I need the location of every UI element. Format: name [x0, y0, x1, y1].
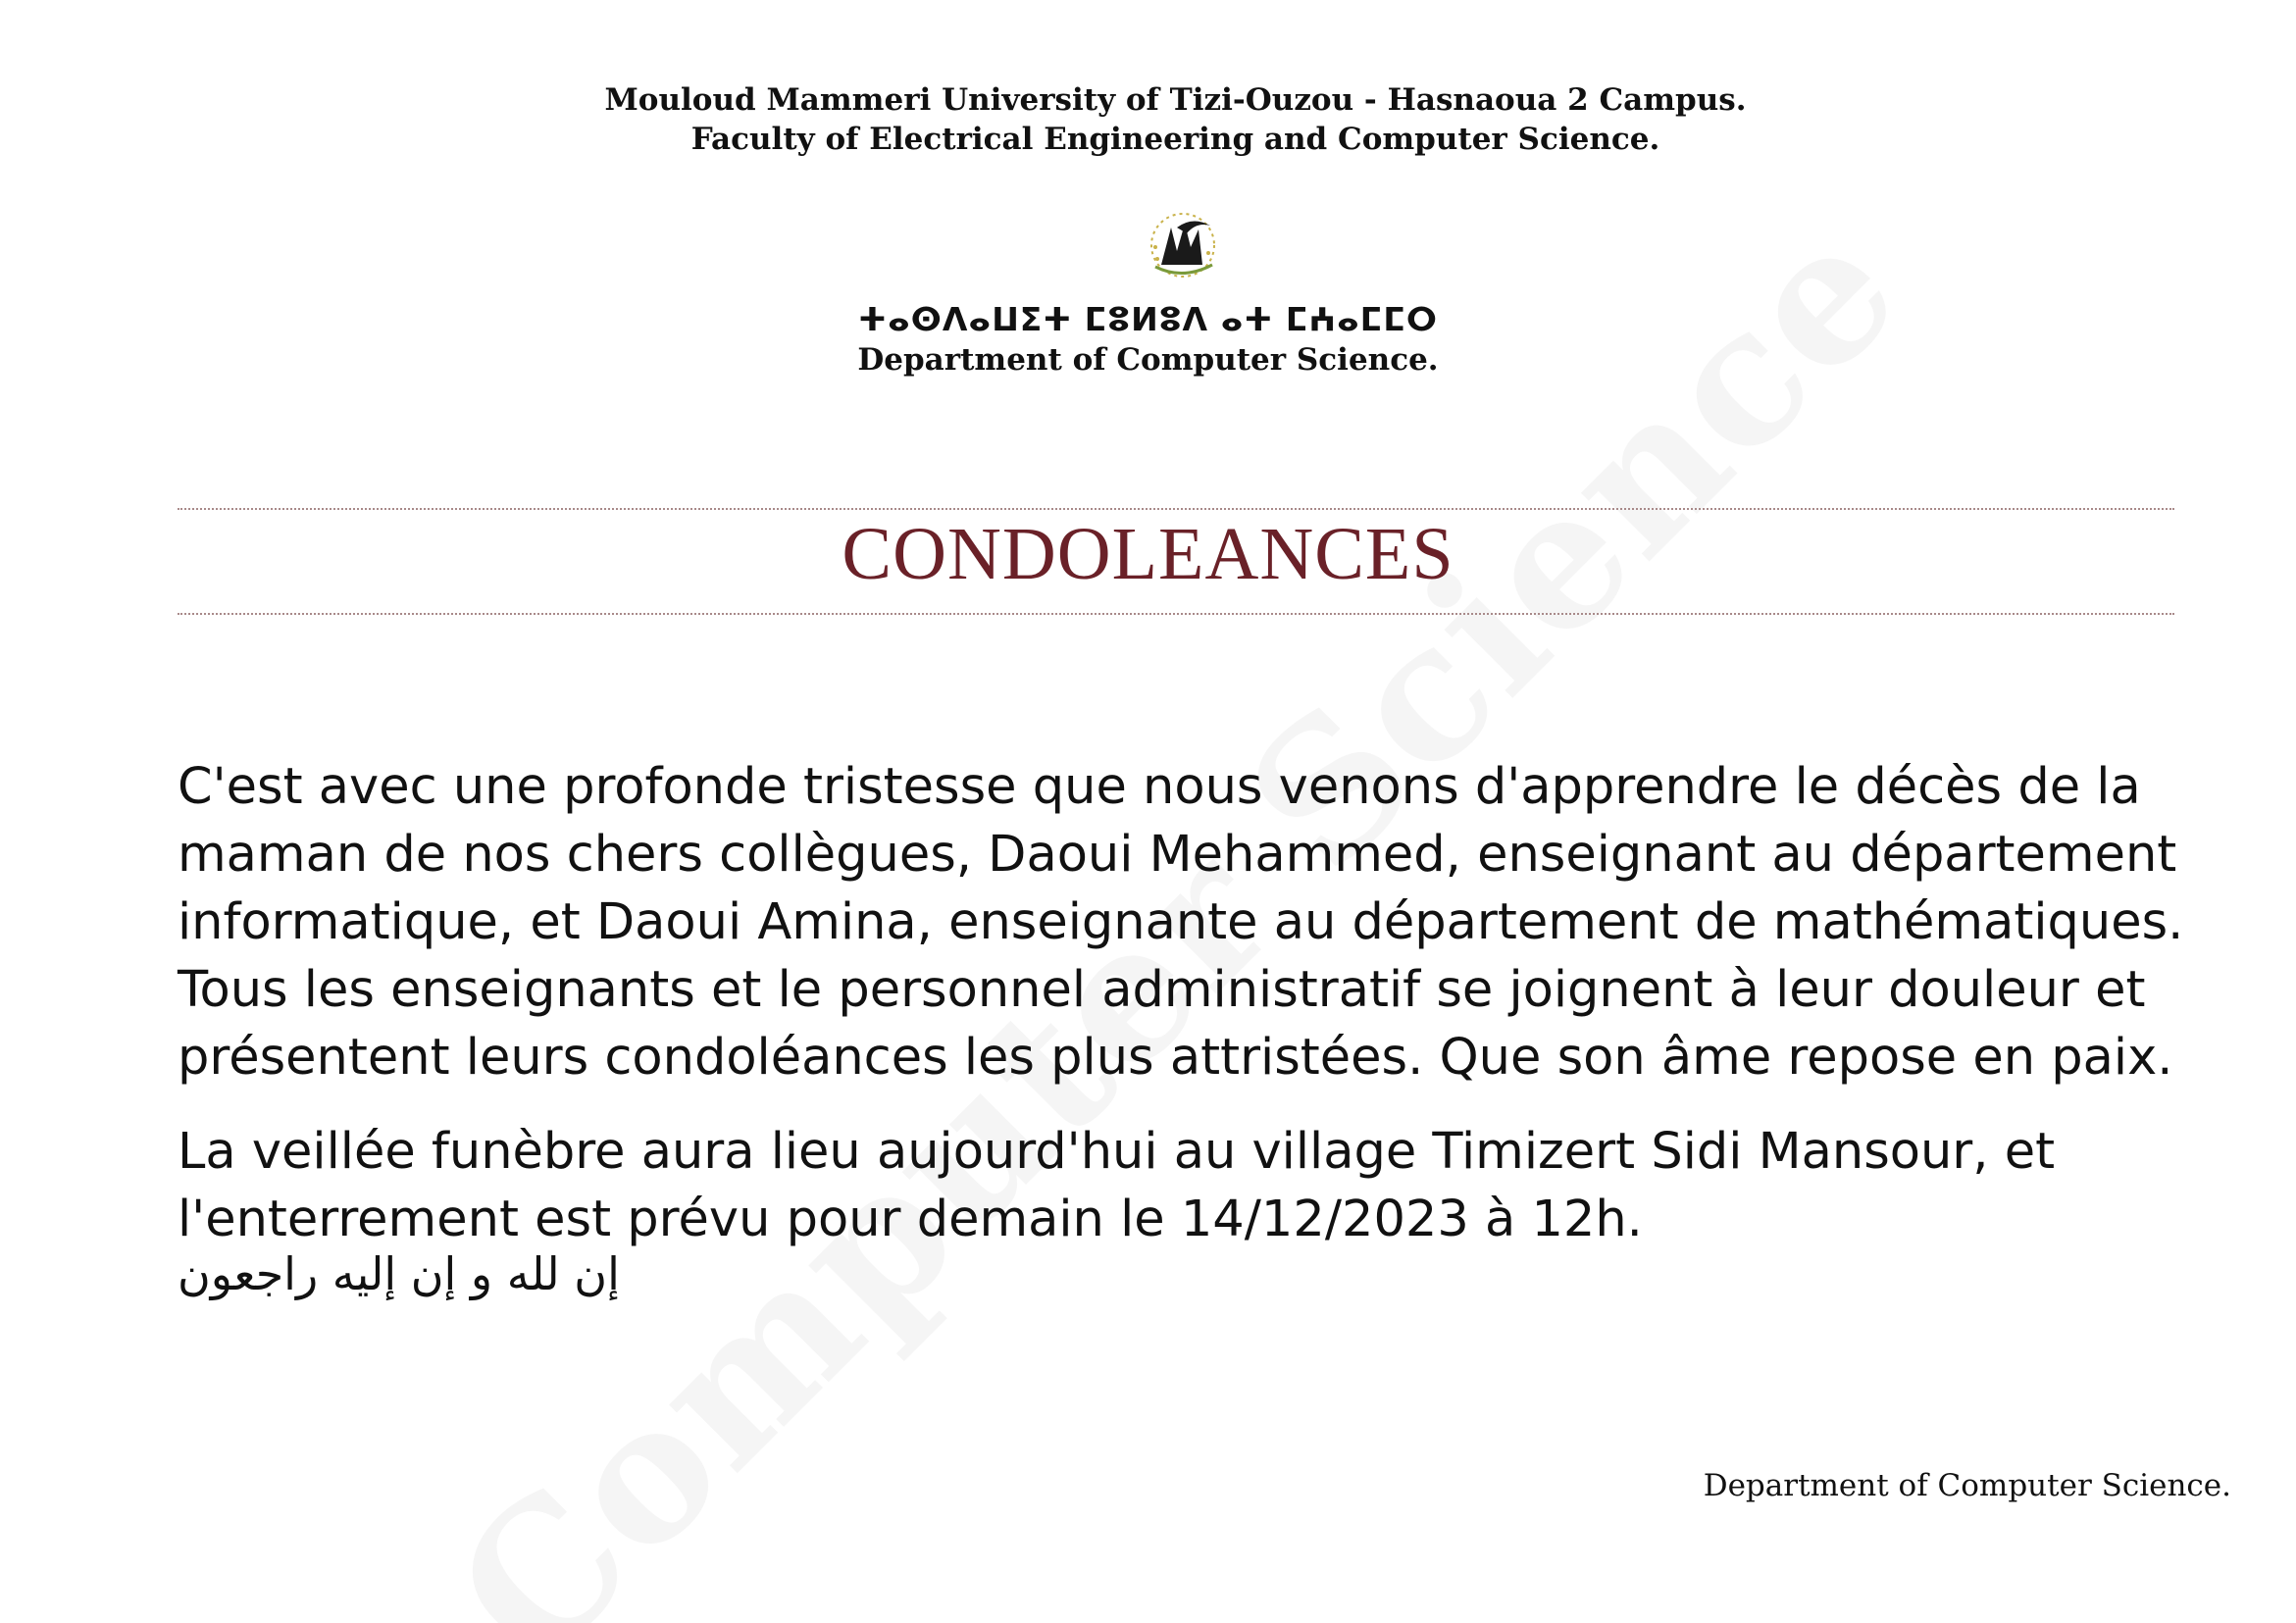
- arabic-prayer-line: إن لله و إن إليه راجعون: [178, 1247, 620, 1300]
- title-bottom-rule: [178, 613, 2174, 615]
- title-top-rule: [178, 508, 2174, 510]
- footer-signature: Department of Computer Science.: [1703, 1468, 2231, 1503]
- university-logo-icon: [1138, 208, 1226, 286]
- condolence-paragraph: C'est avec une profonde tristesse que nous venons d'apprendre le décès de la maman de nos chers collègues, Daoui Mehammed, enseignant au département informatique, et Daoui Amina, enseignante au département de mathématiques. Tous les enseignants et le personnel administratif se joignent à leur douleur et présentent leurs condoléances les plus attristées. Que son âme repose en paix.: [178, 758, 2184, 1087]
- university-name: Mouloud Mammeri University of Tizi-Ouzou - Hasnaoua 2 Campus.: [604, 82, 1747, 118]
- department-name: Department of Computer Science.: [857, 342, 1439, 378]
- page-title: CONDOLEANCES: [842, 513, 1454, 595]
- tifinagh-department-name: ⵜⴰⵙⴷⴰⵡⵉⵜ ⵎⵓⵍⵓⴷ ⴰⵜ ⵎⵄⴰⵎⵎⵔ: [858, 300, 1438, 338]
- faculty-name: Faculty of Electrical Engineering and Computer Science.: [690, 122, 1660, 157]
- funeral-details-paragraph: La veillée funèbre aura lieu aujourd'hui au village Timizert Sidi Mansour, et l'enterrement est prévu pour demain le 14/12/2023 à 12h.: [178, 1123, 2056, 1248]
